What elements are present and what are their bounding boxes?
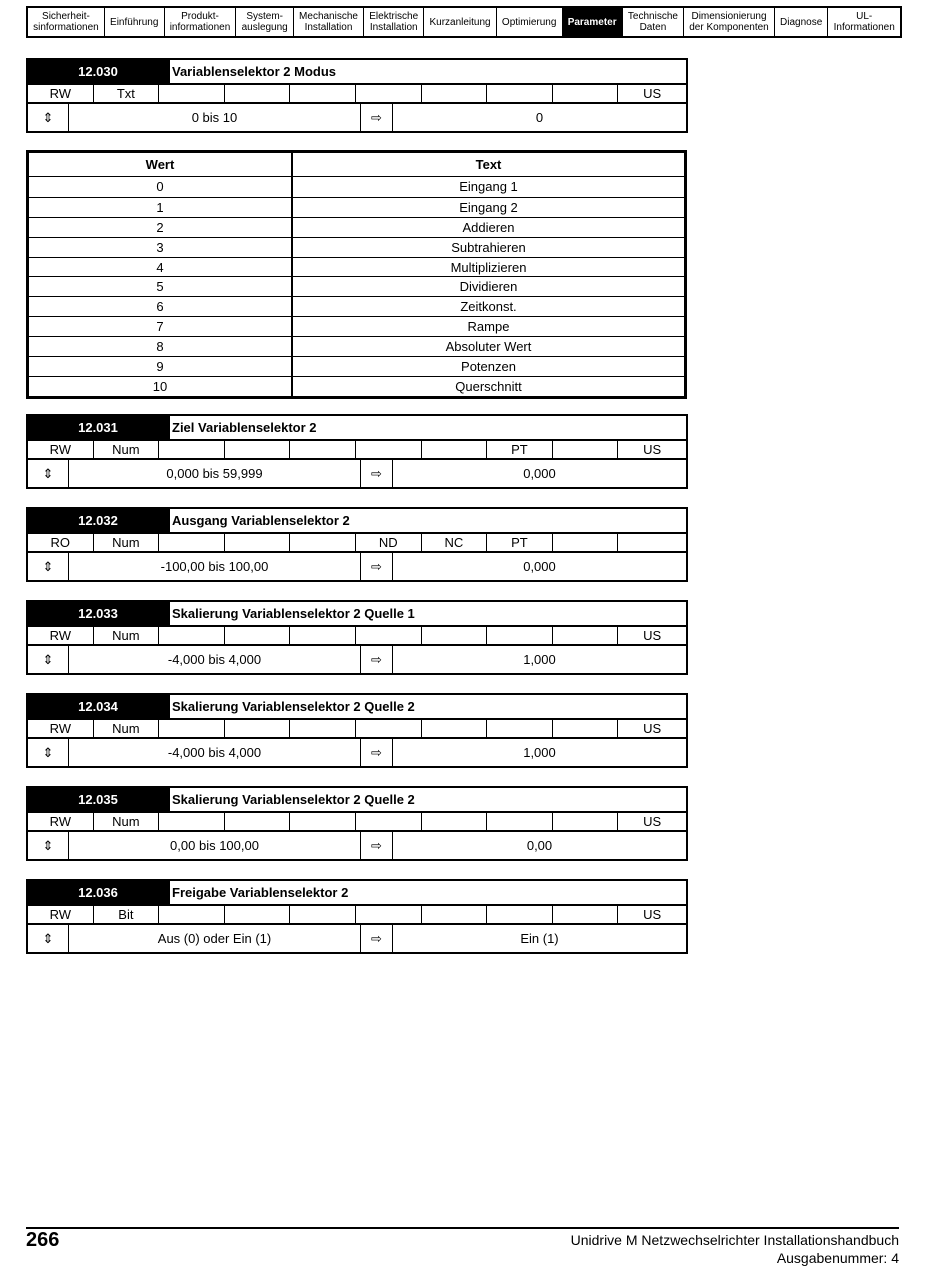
parameter-header: [26, 600, 688, 625]
text-cell: Absoluter Wert: [445, 339, 532, 355]
attribute-cell: [290, 441, 356, 458]
attribute-cell: [225, 85, 291, 102]
default-arrow-icon: ⇨: [361, 646, 393, 673]
text-cell: Subtrahieren: [451, 239, 526, 255]
parameter-attributes: [26, 532, 688, 551]
attribute-cell: [422, 720, 488, 737]
attribute-cell: [487, 627, 553, 644]
parameter-number: 12.033: [28, 602, 168, 625]
attribute-cell: US: [643, 86, 662, 101]
parameter-name: Freigabe Variablenselektor 2: [168, 881, 686, 904]
parameter-range-row: [26, 737, 688, 768]
attribute-cell: [225, 627, 291, 644]
parameter-name: Ziel Variablenselektor 2: [168, 416, 686, 439]
text-cell: Potenzen: [461, 358, 516, 374]
column-header-wert: Wert: [29, 153, 293, 176]
parameter-header: [26, 507, 688, 532]
attribute-cell: RO: [28, 534, 94, 551]
manual-title: Unidrive M Netzwechselrichter Installationshandbuch: [570, 1232, 899, 1248]
value-cell: 6: [29, 297, 293, 316]
nav-item-parameter[interactable]: Parameter: [563, 8, 623, 36]
value-cell: 5: [29, 277, 293, 296]
range-icon: ⇕: [28, 104, 69, 131]
value-cell: 1: [29, 198, 293, 217]
attribute-cell: [553, 441, 619, 458]
default-arrow-icon: ⇨: [361, 104, 393, 131]
attribute-cell: Num: [94, 534, 160, 551]
attribute-cell: [422, 906, 488, 923]
nav-item-technische-daten[interactable]: Technische Daten: [623, 8, 684, 36]
attribute-cell: [356, 906, 422, 923]
value-cell: 10: [29, 377, 293, 396]
issue-number: Ausgabenummer: 4: [776, 1250, 899, 1266]
value-cell: 4: [29, 258, 293, 277]
parameter-header: [26, 414, 688, 439]
nav-item-einfuehrung[interactable]: Einführung: [105, 8, 165, 36]
attribute-cell: [290, 906, 356, 923]
attribute-cell: [159, 534, 225, 551]
value-cell: 2: [29, 218, 293, 237]
default-arrow-icon: ⇨: [361, 553, 393, 580]
attribute-cell: [487, 906, 553, 923]
parameter-range: Aus (0) oder Ein (1): [69, 925, 361, 952]
parameter-range-row: [26, 102, 688, 133]
attribute-cell: [225, 534, 291, 551]
parameter-block: [26, 879, 688, 954]
parameter-number: 12.036: [28, 881, 168, 904]
attribute-cell: US: [643, 907, 662, 922]
attribute-cell: NC: [422, 534, 488, 551]
attribute-cell: RW: [28, 441, 94, 458]
text-cell: Rampe: [467, 319, 510, 335]
default-arrow-icon: ⇨: [361, 925, 393, 952]
nav-item-diagnose[interactable]: Diagnose: [775, 8, 829, 36]
attribute-cell: [159, 906, 225, 923]
parameter-block: [26, 414, 688, 489]
attribute-cell: [422, 813, 488, 830]
attribute-cell: [487, 85, 553, 102]
parameter-block: [26, 693, 688, 768]
table-header-row: [29, 153, 684, 177]
attribute-cell: US: [643, 442, 662, 457]
parameter-number: 12.035: [28, 788, 168, 811]
attribute-cell: [553, 906, 619, 923]
parameter-attributes: [26, 625, 688, 644]
parameter-range: 0 bis 10: [69, 104, 361, 131]
nav-item-mechanische-installation[interactable]: Mechanische Installation: [294, 8, 364, 36]
attribute-cell: Num: [94, 720, 160, 737]
parameter-name: Variablenselektor 2 Modus: [168, 60, 686, 83]
range-icon: ⇕: [28, 925, 69, 952]
parameter-default: 0,000: [523, 466, 556, 481]
default-arrow-icon: ⇨: [361, 739, 393, 766]
table-row: [29, 276, 684, 296]
parameter-range-row: [26, 458, 688, 489]
parameter-range-row: [26, 830, 688, 861]
parameter-default: Ein (1): [520, 931, 559, 946]
attribute-cell: [356, 720, 422, 737]
parameter-default: 0,000: [523, 559, 556, 574]
table-row: [29, 356, 684, 376]
attribute-cell: Bit: [94, 906, 160, 923]
table-row: [29, 316, 684, 336]
range-icon: ⇕: [28, 739, 69, 766]
table-row: [29, 197, 684, 217]
attribute-cell: [356, 441, 422, 458]
attribute-cell: PT: [487, 441, 553, 458]
parameter-name: Skalierung Variablenselektor 2 Quelle 2: [168, 695, 686, 718]
attribute-cell: [159, 813, 225, 830]
attribute-cell: [422, 627, 488, 644]
text-cell: Addieren: [462, 219, 515, 235]
footer-divider: [26, 1227, 899, 1229]
parameter-header: [26, 693, 688, 718]
table-row: [29, 336, 684, 356]
attribute-cell: RW: [28, 85, 94, 102]
attribute-cell: [553, 534, 619, 551]
attribute-cell: [356, 85, 422, 102]
attribute-cell: US: [643, 721, 662, 736]
attribute-cell: [290, 85, 356, 102]
chapter-navigation: [26, 6, 902, 38]
attribute-cell: Num: [94, 627, 160, 644]
attribute-cell: [487, 813, 553, 830]
attribute-cell: Num: [94, 813, 160, 830]
attribute-cell: ND: [356, 534, 422, 551]
attribute-cell: [159, 441, 225, 458]
nav-item-dimensionierung[interactable]: Dimensionierung der Komponenten: [684, 8, 775, 36]
parameter-number: 12.032: [28, 509, 168, 532]
nav-item-elektrische-installation[interactable]: Elektrische Installation: [364, 8, 424, 36]
parameter-header: [26, 879, 688, 904]
value-cell: 0: [29, 177, 293, 197]
range-icon: ⇕: [28, 553, 69, 580]
text-cell: Eingang 1: [459, 179, 518, 195]
parameter-block: [26, 600, 688, 675]
parameter-range: 0,00 bis 100,00: [69, 832, 361, 859]
parameter-range-row: [26, 644, 688, 675]
attribute-cell: Num: [94, 441, 160, 458]
attribute-cell: [225, 720, 291, 737]
parameter-header: [26, 58, 688, 83]
attribute-cell: US: [643, 814, 662, 829]
parameter-name: Ausgang Variablenselektor 2: [168, 509, 686, 532]
attribute-cell: RW: [28, 627, 94, 644]
attribute-cell: [553, 813, 619, 830]
attribute-cell: [356, 813, 422, 830]
parameter-block: [26, 507, 688, 582]
text-cell: Zeitkonst.: [460, 299, 517, 315]
attribute-cell: Txt: [94, 85, 160, 102]
parameter-range: -4,000 bis 4,000: [69, 739, 361, 766]
attribute-cell: [159, 720, 225, 737]
attribute-cell: [618, 534, 686, 551]
text-cell: Eingang 2: [459, 199, 518, 215]
page-number: 266: [26, 1229, 60, 1251]
attribute-cell: [553, 720, 619, 737]
nav-item-systemauslegung[interactable]: System- auslegung: [236, 8, 293, 36]
attribute-cell: US: [643, 628, 662, 643]
attribute-cell: [356, 627, 422, 644]
nav-item-ul-informationen[interactable]: UL- Informationen: [833, 11, 895, 33]
parameter-number: 12.031: [28, 416, 168, 439]
parameter-attributes: [26, 83, 688, 102]
column-header-text: Text: [475, 157, 502, 172]
parameter-header: [26, 786, 688, 811]
attribute-cell: [290, 534, 356, 551]
parameter-block: [26, 786, 688, 861]
text-cell: Querschnitt: [455, 378, 522, 394]
parameter-default: 0: [535, 110, 544, 125]
nav-item-sicherheitsinformationen[interactable]: Sicherheit- sinformationen: [28, 8, 105, 36]
attribute-cell: [225, 441, 291, 458]
parameter-range: 0,000 bis 59,999: [69, 460, 361, 487]
attribute-cell: RW: [28, 813, 94, 830]
attribute-cell: [159, 627, 225, 644]
table-row: [29, 217, 684, 237]
parameter-name: Skalierung Variablenselektor 2 Quelle 2: [168, 788, 686, 811]
range-icon: ⇕: [28, 832, 69, 859]
parameter-default: 1,000: [523, 745, 556, 760]
parameter-number: 12.030: [28, 60, 168, 83]
value-cell: 8: [29, 337, 293, 356]
attribute-cell: [553, 627, 619, 644]
parameter-attributes: [26, 811, 688, 830]
parameter-block: [26, 58, 688, 133]
range-icon: ⇕: [28, 460, 69, 487]
attribute-cell: [290, 720, 356, 737]
parameter-range: -4,000 bis 4,000: [69, 646, 361, 673]
attribute-cell: [422, 85, 488, 102]
attribute-cell: [225, 906, 291, 923]
parameter-name: Skalierung Variablenselektor 2 Quelle 1: [168, 602, 686, 625]
parameter-range-row: [26, 551, 688, 582]
nav-item-kurzanleitung[interactable]: Kurzanleitung: [424, 8, 496, 36]
attribute-cell: [422, 441, 488, 458]
parameter-range-row: [26, 923, 688, 954]
parameter-number: 12.034: [28, 695, 168, 718]
text-cell: Multiplizieren: [450, 259, 527, 275]
parameter-range: -100,00 bis 100,00: [69, 553, 361, 580]
parameter-attributes: [26, 904, 688, 923]
text-cell: Dividieren: [459, 279, 518, 295]
parameter-attributes: [26, 718, 688, 737]
value-cell: 9: [29, 357, 293, 376]
attribute-cell: [225, 813, 291, 830]
range-icon: ⇕: [28, 646, 69, 673]
attribute-cell: [290, 813, 356, 830]
nav-item-optimierung[interactable]: Optimierung: [497, 8, 563, 36]
attribute-cell: PT: [487, 534, 553, 551]
attribute-cell: [159, 85, 225, 102]
value-cell: 3: [29, 238, 293, 257]
attribute-cell: RW: [28, 720, 94, 737]
parameter-attributes: [26, 439, 688, 458]
table-row: [29, 237, 684, 257]
default-arrow-icon: ⇨: [361, 832, 393, 859]
nav-item-produktinformationen[interactable]: Produkt- informationen: [165, 8, 237, 36]
parameter-default: 0,00: [526, 838, 553, 853]
attribute-cell: [290, 627, 356, 644]
table-row: [29, 177, 684, 197]
parameter-default: 1,000: [523, 652, 556, 667]
attribute-cell: [487, 720, 553, 737]
attribute-cell: [553, 85, 619, 102]
default-arrow-icon: ⇨: [361, 460, 393, 487]
table-row: [29, 296, 684, 316]
table-row: [29, 257, 684, 277]
value-table: [26, 150, 687, 399]
table-row: [29, 376, 684, 396]
attribute-cell: RW: [28, 906, 94, 923]
value-cell: 7: [29, 317, 293, 336]
